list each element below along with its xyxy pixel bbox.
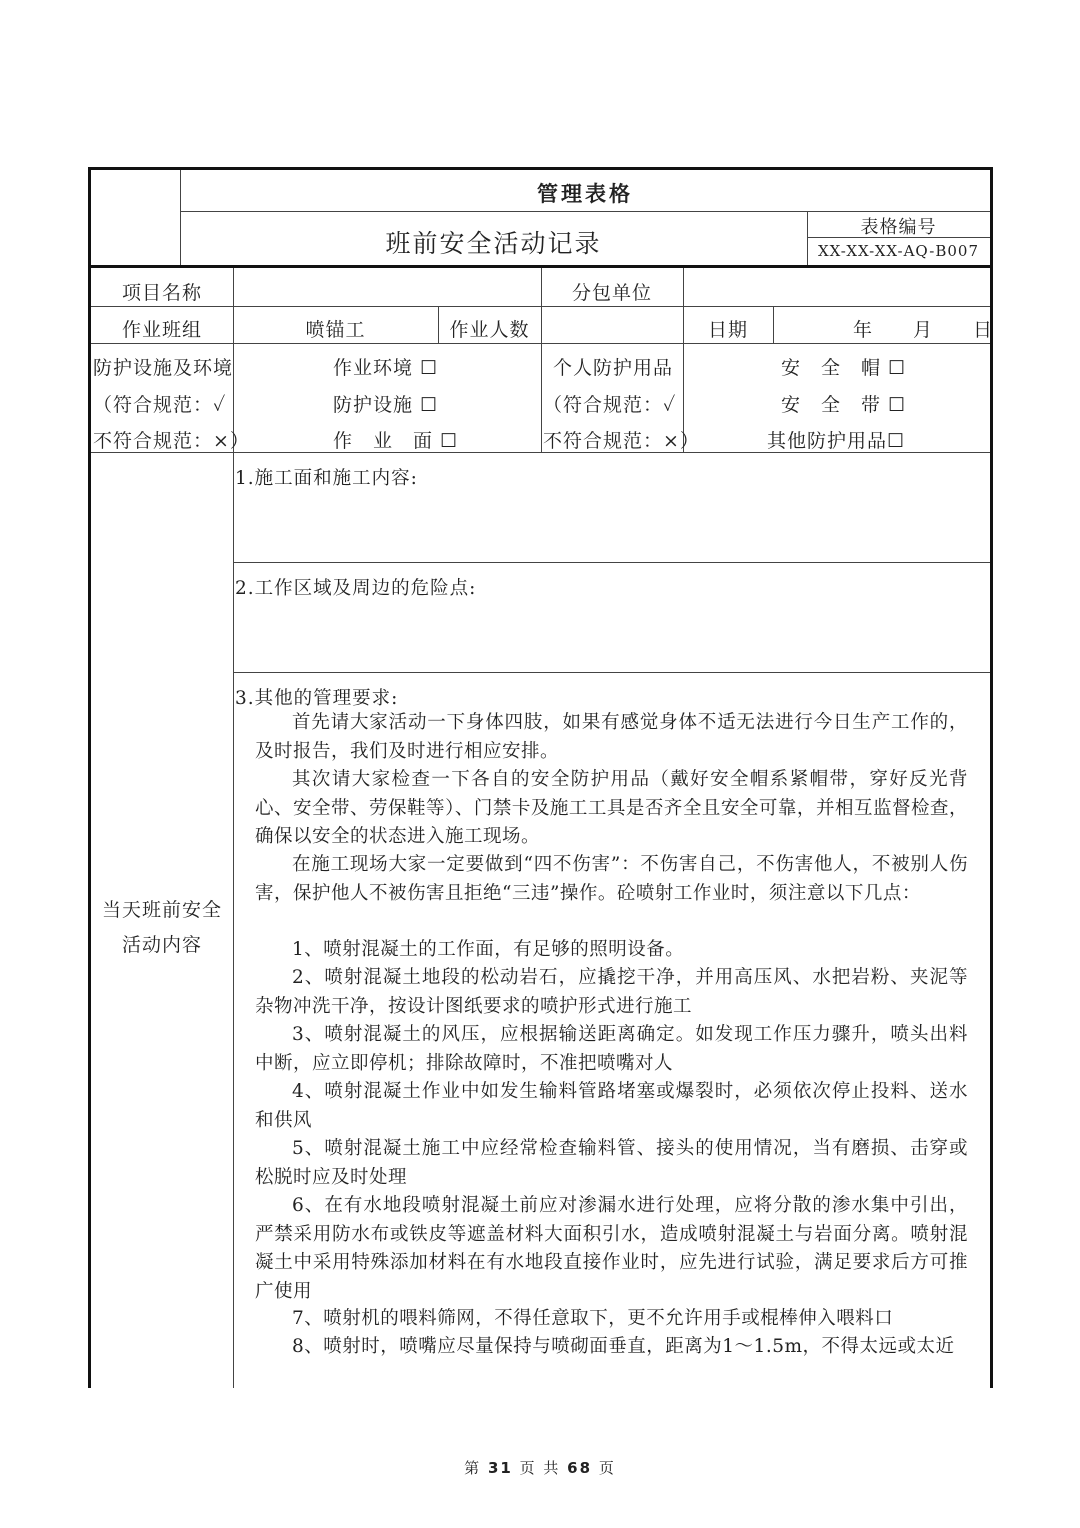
form-title: 班前安全活动记录 (385, 229, 602, 258)
footer-current-page: 31 (487, 1459, 513, 1477)
rule-item-7: 7、喷射机的喂料筛网，不得任意取下，更不允许用手或棍棒伸入喂料口 (292, 1308, 894, 1329)
env-check-protective-facilities[interactable]: 防护设施 ☐ (333, 394, 439, 416)
section1-bottom-rule (233, 562, 990, 563)
date-label: 日期 (707, 319, 748, 341)
paragraph-2: 其次请大家检查一下各自的安全防护用品（戴好安全帽系紧帽带，穿好反光背心、安全带、劳保鞋等）、门禁卡及施工工具是否齐全且安全可靠，并相互监督检查，确保以安全的状态进入施工现场。 (255, 769, 968, 847)
form-number-label: 表格编号 (860, 217, 937, 238)
row1-mid-divider-b (683, 268, 684, 306)
footer-middle: 页 共 (519, 1459, 561, 1477)
footer-suffix: 页 (598, 1459, 616, 1477)
section2-bottom-rule (233, 672, 990, 673)
content-side-label-line1: 当天班前安全 (101, 899, 222, 921)
team-label: 作业班组 (121, 319, 202, 341)
section2-heading: 2.工作区域及周边的危险点: (235, 578, 477, 599)
env-check-work-surface[interactable]: 作 业 面 ☐ (333, 430, 459, 452)
date-field[interactable]: 年 月 日 (853, 319, 994, 341)
section3-heading: 3.其他的管理要求: (235, 688, 399, 709)
paragraph-3: 在施工现场大家一定要做到“四不伤害”：不伤害自己，不伤害他人，不被别人伤害，保护他人不被伤害且拒绝“三违”操作。砼喷射工作业时，须注意以下几点： (255, 854, 968, 904)
category-title: 管理表格 (537, 182, 633, 206)
subcontractor-label: 分包单位 (571, 282, 652, 304)
env-label-line2: （符合规范：✓ (93, 394, 227, 416)
rule-item-2: 2、喷射混凝土地段的松动岩石，应撬挖干净，并用高压风、水把岩粉、夹泥等杂物冲洗干净，按设计图纸要求的喷护形式进行施工 (255, 967, 968, 1017)
footer-total-pages: 68 (567, 1459, 593, 1477)
headcount-label: 作业人数 (449, 319, 530, 341)
rule-item-1: 1、喷射混凝土的工作面，有足够的照明设备。 (292, 939, 685, 960)
ppe-check-other[interactable]: 其他防护用品☐ (767, 430, 906, 452)
rule-item-6: 6、在有水地段喷射混凝土前应对渗漏水进行处理，应将分散的渗水集中引出，严禁采用防水布或铁皮等遮盖材料大面积引水，造成喷射混凝土与岩面分离。喷射混凝土中采用特殊添加材料在有水地段直接作业时，应先进行试验，满足要求后方可推广使用 (255, 1195, 968, 1302)
ppe-check-harness[interactable]: 安 全 带 ☐ (781, 394, 907, 416)
ppe-label-line3: 不符合规范：×） (543, 430, 700, 452)
env-check-work-environment[interactable]: 作业环境 ☐ (333, 357, 439, 379)
row2-divider-d (773, 306, 774, 343)
ppe-label-line1: 个人防护用品 (553, 357, 674, 379)
env-label-line3: 不符合规范：×） (93, 430, 250, 452)
env-label-line1: 防护设施及环境 (93, 357, 234, 379)
rule-item-5: 5、喷射混凝土施工中应经常检查输料管、接头的使用情况，当有磨损、击穿或松脱时应及时处理 (255, 1138, 968, 1188)
rule-item-3: 3、喷射混凝土的风压，应根据输送距离确定。如发现工作压力骤升，喷头出料中断，应立即停机；排除故障时，不准把喷嘴对人 (255, 1024, 968, 1074)
row2-divider-b (541, 306, 542, 452)
ppe-label-line2: （符合规范：✓ (543, 394, 677, 416)
ppe-check-helmet[interactable]: 安 全 帽 ☐ (781, 357, 907, 379)
team-value[interactable]: 喷锚工 (305, 319, 366, 341)
header-rule (180, 211, 990, 212)
page-footer (0, 1457, 1080, 1478)
project-label: 项目名称 (121, 282, 202, 304)
content-side-label-line2: 活动内容 (121, 934, 202, 956)
footer-prefix: 第 (464, 1459, 482, 1477)
rule-item-4: 4、喷射混凝土作业中如发生输料管路堵塞或爆裂时，必须依次停止投料、送水和供风 (255, 1081, 968, 1131)
rule-item-8: 8、喷射时，喷嘴应尽量保持与喷砌面垂直，距离为1～1.5m，不得太远或太近 (292, 1336, 955, 1357)
form-number: XX-XX-XX-AQ-B007 (817, 242, 979, 260)
paragraph-1: 首先请大家活动一下身体四肢，如果有感觉身体不适无法进行今日生产工作的，及时报告，我们及时进行相应安排。 (255, 712, 968, 762)
section1-heading: 1.施工面和施工内容: (235, 468, 418, 489)
